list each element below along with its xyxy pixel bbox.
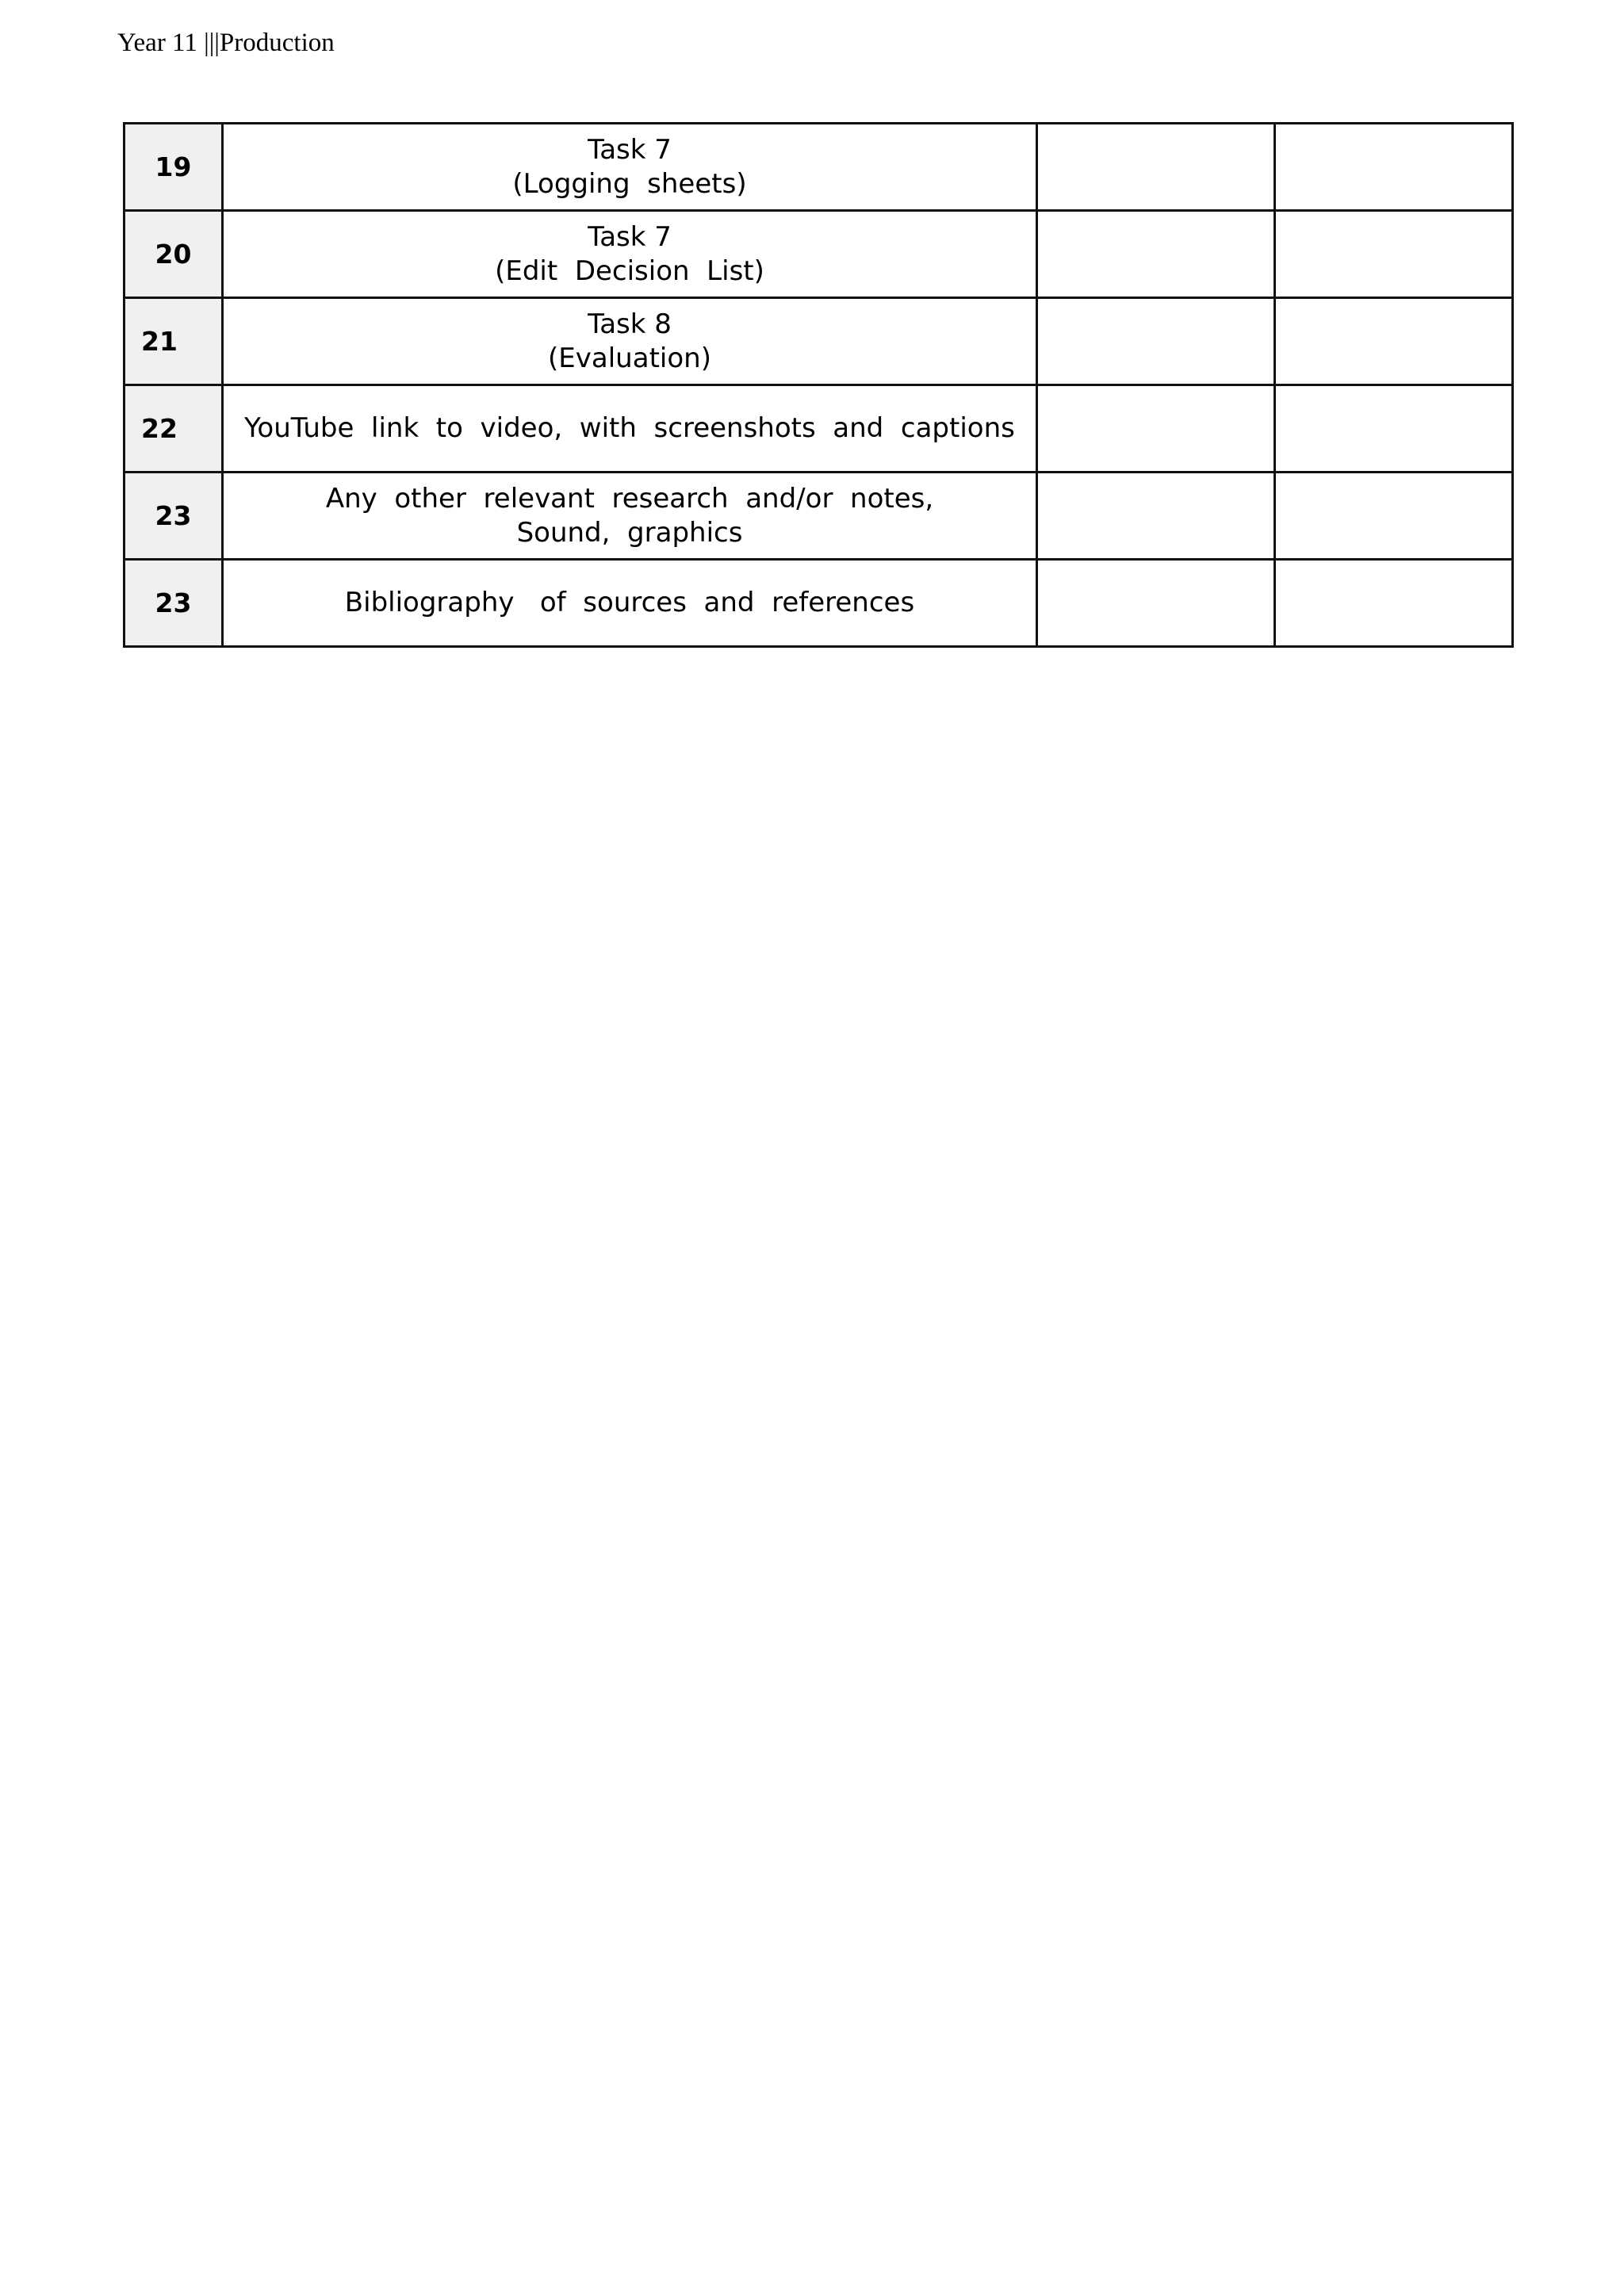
check-cell[interactable] [1037,473,1275,560]
page-header: Year 11 |||Production [117,29,335,57]
check-cell[interactable] [1037,385,1275,473]
table-row [124,124,1513,211]
row-number: 22 [124,385,223,473]
task-description: Task 7 (Edit Decision List) [223,211,1037,298]
table-row [124,473,1513,560]
row-number: 20 [124,211,223,298]
check-cell[interactable] [1275,473,1513,560]
checklist-table [123,122,1514,648]
row-number: 23 [124,560,223,647]
check-cell[interactable] [1275,560,1513,647]
table-row [124,211,1513,298]
check-cell[interactable] [1037,124,1275,211]
task-description: Any other relevant research and/or notes, Sound, graphics [223,473,1037,560]
check-cell[interactable] [1037,211,1275,298]
task-description: Task 7 (Logging sheets) [223,124,1037,211]
check-cell[interactable] [1037,298,1275,385]
task-description: Bibliography of sources and references [223,560,1037,647]
row-number: 23 [124,473,223,560]
row-number: 21 [124,298,223,385]
check-cell[interactable] [1275,124,1513,211]
check-cell[interactable] [1037,560,1275,647]
check-cell[interactable] [1275,211,1513,298]
task-description: YouTube link to video, with screenshots and captions [223,385,1037,473]
table-row [124,385,1513,473]
check-cell[interactable] [1275,298,1513,385]
table-row [124,560,1513,647]
check-cell[interactable] [1275,385,1513,473]
task-description: Task 8 (Evaluation) [223,298,1037,385]
table-row [124,298,1513,385]
row-number: 19 [124,124,223,211]
